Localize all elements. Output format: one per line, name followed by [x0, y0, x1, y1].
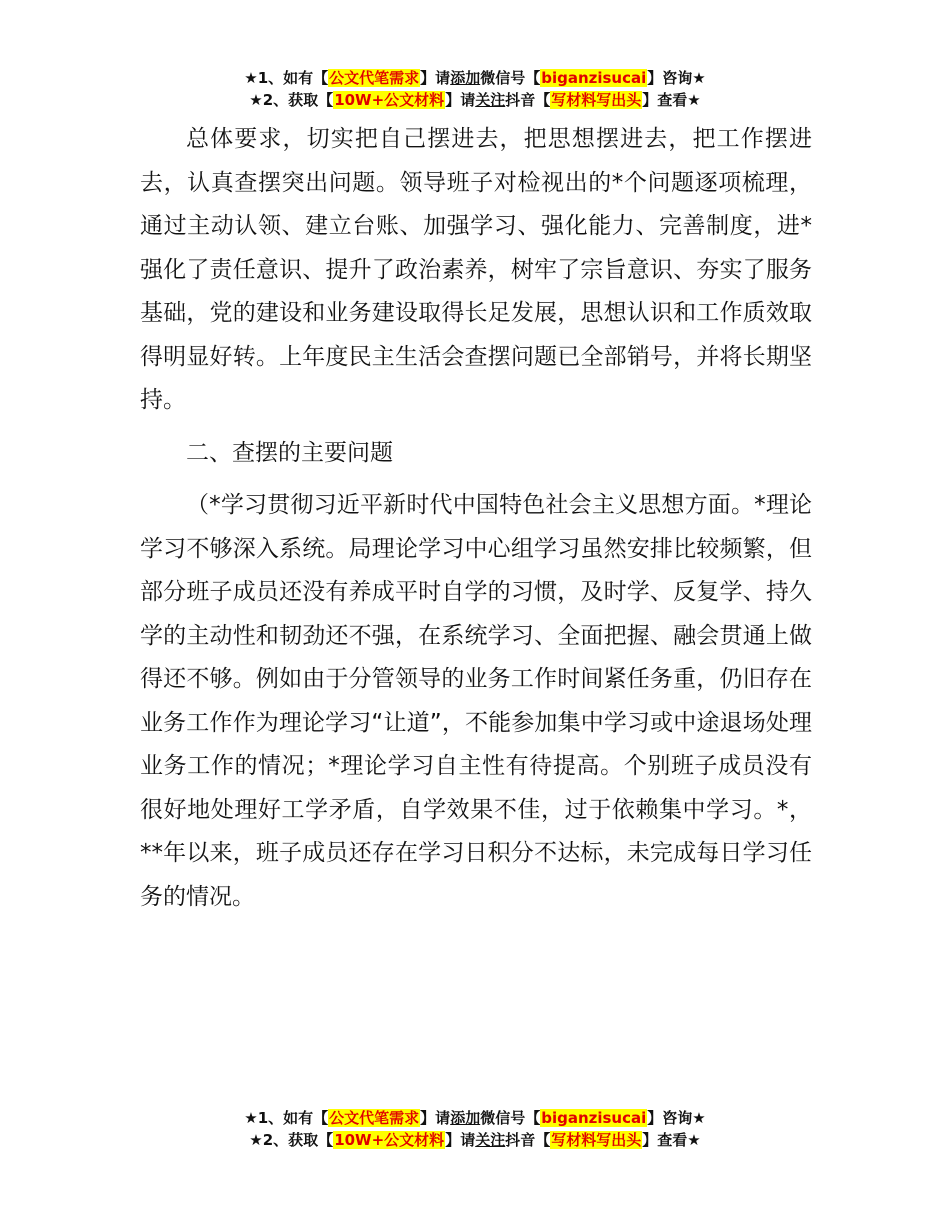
- banner-text: 】咨询★: [647, 69, 706, 87]
- banner-text: ★2、获取【: [249, 91, 334, 109]
- highlight-wechat-id: biganzisucai: [541, 1109, 647, 1127]
- paragraph-issues: （*学习贯彻习近平新时代中国特色社会主义思想方面。*理论学习不够深入系统。局理论学习中心组学习虽然安排比较频繁，但部分班子成员还没有养成平时自学的习惯，及时学、反复学、持久学的主动性和韧劲还不强，在系统学习、全面把握、融会贯通上做得还不够。例如由于分管领导的业务工作时间紧任务重，仍旧存在业务工作作为理论学习“让道”，不能参加集中学习或中途退场处理业务工作的情况；*理论学习自主性有待提高。个别班子成员没有很好地处理好工学矛盾，自学效果不佳，过于依赖集中学习。*，**年以来，班子成员还存在学习日积分不达标，未完成每日学习任务的情况。: [140, 492, 812, 910]
- header-banner: [0, 67, 950, 111]
- underlined-text: 添加: [450, 69, 481, 87]
- footer-banner-line-2: [0, 1129, 950, 1151]
- banner-text: 微信号【: [480, 69, 541, 87]
- banner-text: 】查看★: [642, 91, 701, 109]
- underlined-text: 添加: [450, 1109, 481, 1127]
- banner-text: ★2、获取【: [249, 1131, 334, 1149]
- banner-text: 】查看★: [642, 1131, 701, 1149]
- banner-text: 抖音【: [505, 1131, 551, 1149]
- section-heading: 二、查摆的主要问题: [186, 439, 393, 466]
- footer-banner: [0, 1107, 950, 1151]
- header-banner-line-1: [0, 67, 950, 89]
- footer-banner-line-1: [0, 1107, 950, 1129]
- underlined-text: 关注: [475, 91, 506, 109]
- underlined-text: 关注: [475, 1131, 506, 1149]
- banner-text: 抖音【: [505, 91, 551, 109]
- document-body: [140, 118, 812, 919]
- highlight-douyin-account: 写材料写出头: [551, 91, 642, 109]
- highlight-service: 公文代笔需求: [329, 1109, 420, 1127]
- highlight-materials: 10W+公文材料: [334, 91, 445, 109]
- highlight-douyin-account: 写材料写出头: [551, 1131, 642, 1149]
- banner-text: ★1、如有【: [244, 69, 329, 87]
- header-banner-line-2: [0, 89, 950, 111]
- banner-text: 】请: [420, 69, 451, 87]
- highlight-materials: 10W+公文材料: [334, 1131, 445, 1149]
- highlight-service: 公文代笔需求: [329, 69, 420, 87]
- banner-text: 】咨询★: [647, 1109, 706, 1127]
- highlight-wechat-id: biganzisucai: [541, 69, 647, 87]
- banner-text: 】请: [445, 91, 476, 109]
- banner-text: 微信号【: [480, 1109, 541, 1127]
- paragraph-summary: 总体要求，切实把自己摆进去，把思想摆进去，把工作摆进去，认真查摆突出问题。领导班子对检视出的*个问题逐项梳理，通过主动认领、建立台账、加强学习、强化能力、完善制度，进*强化了责任意识、提升了政治素养，树牢了宗旨意识、夯实了服务基础，党的建设和业务建设取得长足发展，思想认识和工作质效取得明显好转。上年度民主生活会查摆问题已全部销号，并将长期坚持。: [140, 126, 812, 413]
- banner-text: ★1、如有【: [244, 1109, 329, 1127]
- banner-text: 】请: [445, 1131, 476, 1149]
- banner-text: 】请: [420, 1109, 451, 1127]
